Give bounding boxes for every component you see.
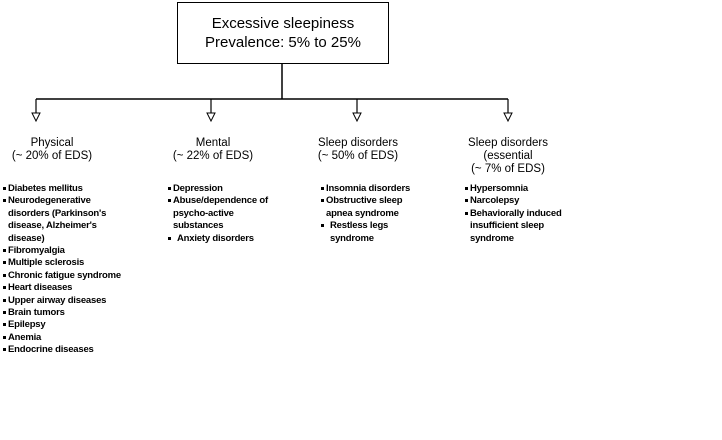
mental-causes-list xyxy=(168,183,286,245)
category-title: Physical xyxy=(30,137,74,149)
category-title: Sleep disorders xyxy=(468,137,548,149)
list-item: Behaviorally induced insufficient sleep syndrome xyxy=(465,208,577,245)
category-subtitle: (essential xyxy=(483,150,533,162)
list-item: Restless legs syndrome xyxy=(321,220,425,245)
category-share: (~ 22% of EDS) xyxy=(172,150,254,162)
list-item: Fibromyalgia xyxy=(3,245,133,257)
essential-sleep-disorders-list xyxy=(465,183,577,245)
category-share: (~ 50% of EDS) xyxy=(317,150,399,162)
list-item: Heart diseases xyxy=(3,282,133,294)
branch-sleep-disorders-essential xyxy=(504,99,512,121)
list-item: Anemia xyxy=(3,332,133,344)
list-item: Narcolepsy xyxy=(465,195,577,207)
category-share: (~ 20% of EDS) xyxy=(11,150,93,162)
list-item: Multiple sclerosis xyxy=(3,257,133,269)
list-item: Brain tumors xyxy=(3,307,133,319)
list-item: Insomnia disorders xyxy=(321,183,425,195)
list-item: Hypersomnia xyxy=(465,183,577,195)
category-physical-header xyxy=(0,137,104,163)
root-prevalence: Prevalence: 5% to 25% xyxy=(205,34,361,51)
list-item: Upper airway diseases xyxy=(3,295,133,307)
list-item: Epilepsy xyxy=(3,319,133,331)
list-item: Obstructive sleep apnea syndrome xyxy=(321,195,425,220)
list-item: Anxiety disorders xyxy=(168,233,286,245)
arrowhead-icon xyxy=(32,113,40,121)
branch-mental xyxy=(207,99,215,121)
branch-sleep-disorders xyxy=(353,99,361,121)
category-mental-header xyxy=(160,137,266,163)
arrowhead-icon xyxy=(504,113,512,121)
category-sleep-disorders-header xyxy=(302,137,414,163)
list-item: Depression xyxy=(168,183,286,195)
list-item: Endocrine diseases xyxy=(3,344,133,356)
physical-causes-list xyxy=(3,183,133,357)
sleep-disorders-list xyxy=(321,183,425,245)
list-item: Neurodegenerative disorders (Parkinson's disease, Alzheimer's disease) xyxy=(3,195,133,245)
category-sleep-disorders-essential-header xyxy=(452,137,564,176)
category-share: (~ 7% of EDS) xyxy=(471,163,545,175)
category-title: Mental xyxy=(195,137,231,149)
list-item: Abuse/dependence of psycho-active substances xyxy=(168,195,286,232)
root-title: Excessive sleepiness xyxy=(211,15,355,32)
list-item: Chronic fatigue syndrome xyxy=(3,270,133,282)
arrowhead-icon xyxy=(207,113,215,121)
branch-physical xyxy=(32,99,40,121)
category-title: Sleep disorders xyxy=(318,137,398,149)
arrowhead-icon xyxy=(353,113,361,121)
list-item: Diabetes mellitus xyxy=(3,183,133,195)
